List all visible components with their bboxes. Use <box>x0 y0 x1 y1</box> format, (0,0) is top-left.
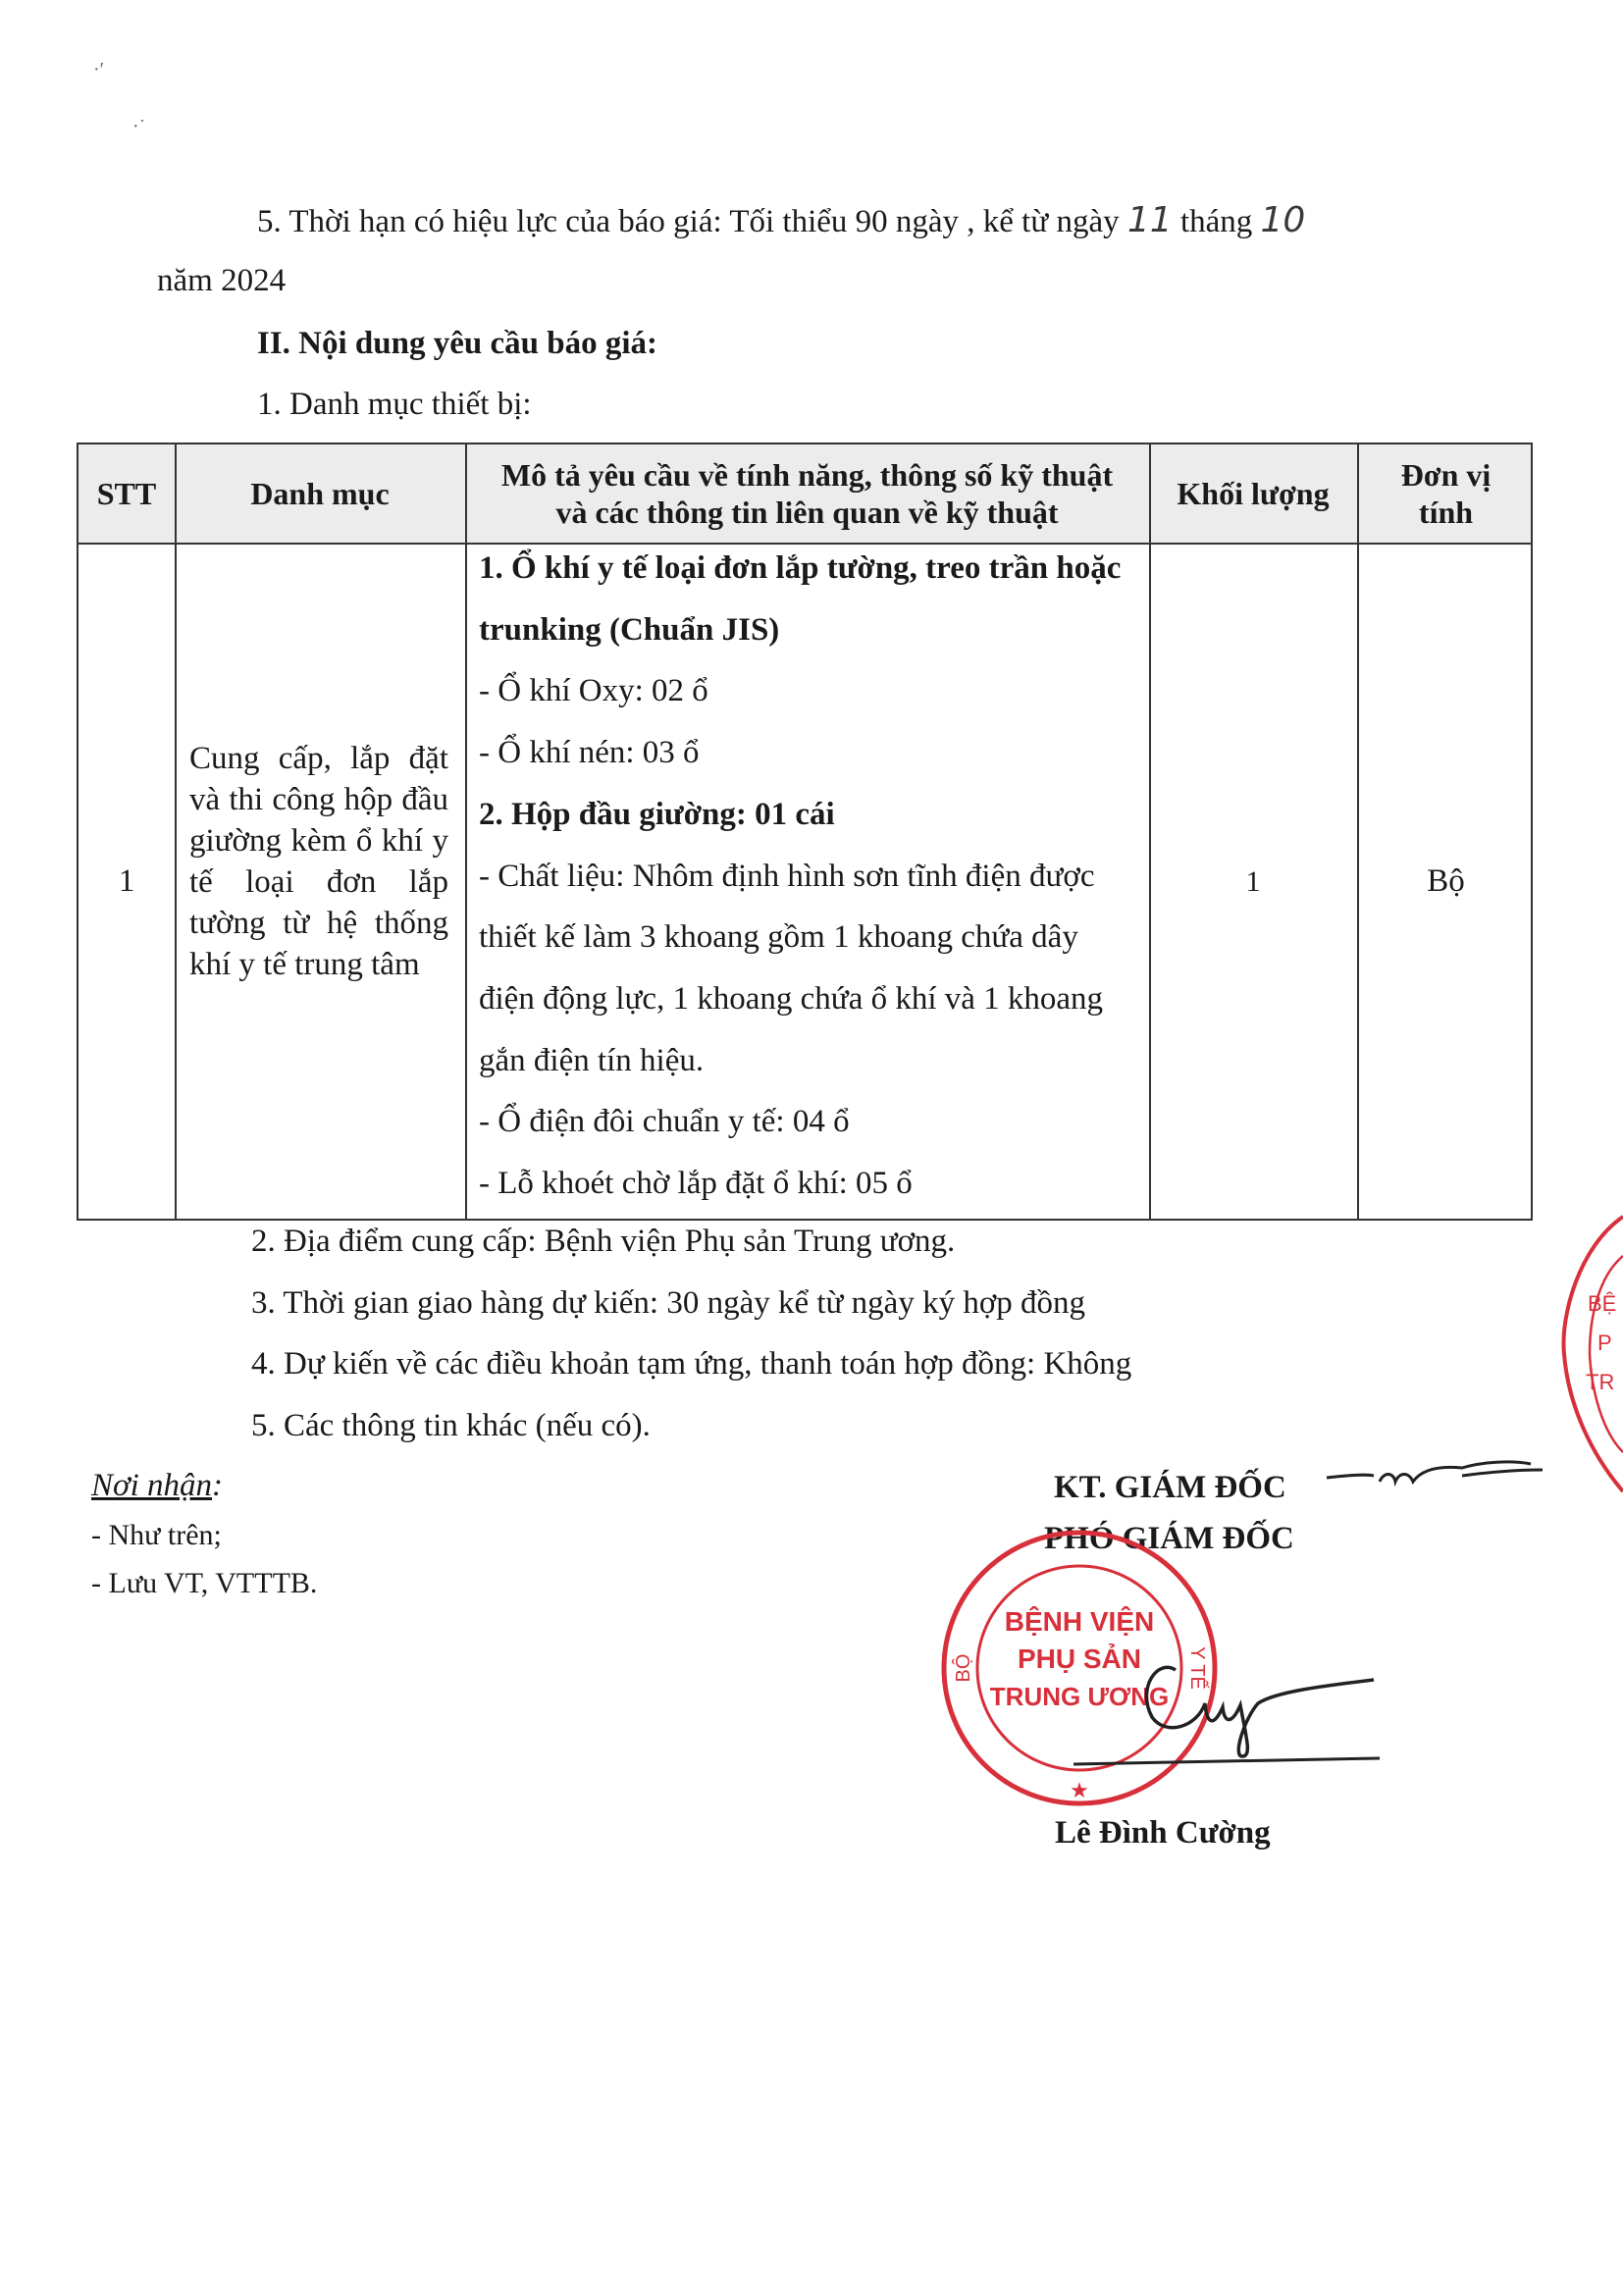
header-stt: STT <box>96 476 157 511</box>
handwritten-month: 10 <box>1260 200 1306 240</box>
table-divider <box>465 444 467 1219</box>
header-don-vi-line1: Đơn vị <box>1400 457 1492 493</box>
desc-title-bedhead-box: 2. Hộp đầu giường: 01 cái <box>479 796 835 832</box>
month-label: tháng <box>1179 204 1253 239</box>
recipients-title <box>91 1468 223 1504</box>
signature-title-2: PHÓ GIÁM ĐỐC <box>1044 1521 1294 1556</box>
cell-khoi-luong: 1 <box>1245 864 1261 898</box>
initials-signature <box>1315 1433 1550 1511</box>
scan-mark: ·˙ <box>132 116 146 137</box>
desc-item: - Lỗ khoét chờ lắp đặt ổ khí: 05 ổ <box>479 1166 913 1202</box>
seal-star: ★ <box>1070 1778 1089 1802</box>
seal-side-right: Y TẾ <box>1186 1646 1208 1690</box>
subsection-title: 1. Danh mục thiết bị: <box>257 387 532 422</box>
header-don-vi <box>1357 444 1535 543</box>
signature-title-1: KT. GIÁM ĐỐC <box>1054 1470 1286 1505</box>
recipient-line: - Lưu VT, VTTTB. <box>91 1567 318 1599</box>
edge-seal <box>1560 1207 1623 1501</box>
edge-seal-text-1: BỆ <box>1588 1291 1617 1316</box>
desc-item: - Chất liệu: Nhôm định hình sơn tĩnh điện được thiết kế làm 3 khoang gồm 1 khoang chứa dây điện động lực, 1 khoang chứa ổ khí và 1 khoang gắn điện tín hiệu. <box>479 858 1104 1078</box>
item-payment-terms: 4. Dự kiến về các điều khoản tạm ứng, thanh toán hợp đồng: Không <box>251 1346 1132 1382</box>
seal-side-left: BỘ <box>953 1653 974 1683</box>
recipients-title-text: Nơi nhận <box>91 1468 213 1503</box>
signer-name: Lê Đình Cường <box>1055 1815 1271 1851</box>
desc-item: - Ổ điện đôi chuẩn y tế: 04 ổ <box>479 1104 850 1140</box>
handwritten-day: 11 <box>1126 200 1173 240</box>
cell-stt: 1 <box>118 863 135 899</box>
cell-danh-muc: Cung cấp, lắp đặt và thi công hộp đầu giường kèm ổ khí y tế loại đơn lắp tường từ hệ thống khí y tế trung tâm <box>189 741 448 982</box>
item-delivery-time: 3. Thời gian giao hàng dự kiến: 30 ngày kể từ ngày ký hợp đồng <box>251 1285 1086 1321</box>
table-divider <box>175 444 177 1219</box>
director-signature <box>1128 1609 1384 1766</box>
recipients-title-colon: : <box>212 1468 224 1503</box>
header-mo-ta-line1: Mô tả yêu cầu về tính năng, thông số kỹ thuật <box>500 457 1114 493</box>
section-title: II. Nội dung yêu cầu báo giá: <box>257 326 658 361</box>
recipient-line: - Như trên; <box>91 1519 222 1551</box>
header-danh-muc: Danh mục <box>250 476 390 511</box>
edge-seal-text-3: TR <box>1586 1370 1615 1394</box>
header-khoi-luong: Khối lượng <box>1177 476 1330 511</box>
validity-year: năm 2024 <box>157 263 287 298</box>
header-mo-ta-line2: và các thông tin liên quan về kỹ thuật <box>555 495 1059 530</box>
edge-seal-text-2: P <box>1597 1331 1612 1355</box>
validity-line <box>257 200 1305 240</box>
desc-item: - Ổ khí nén: 03 ổ <box>479 735 700 771</box>
item-other-info: 5. Các thông tin khác (nếu có). <box>251 1408 651 1443</box>
cell-description <box>479 538 1126 1215</box>
header-don-vi-line2: tính <box>1418 495 1474 530</box>
seal-line-3: TRUNG ƯƠNG <box>989 1682 1170 1711</box>
desc-item: - Ổ khí Oxy: 02 ổ <box>479 673 708 709</box>
item-location: 2. Địa điểm cung cấp: Bệnh viện Phụ sản Trung ương. <box>251 1224 956 1259</box>
desc-title-gas-outlet: 1. Ổ khí y tế loại đơn lắp tường, treo trần hoặc trunking (Chuẩn JIS) <box>479 550 1122 648</box>
signature-underline <box>1070 1752 1384 1782</box>
seal-line-1: BỆNH VIỆN <box>1004 1606 1155 1637</box>
header-mo-ta <box>465 444 1149 543</box>
seal-line-2: PHỤ SẢN <box>1017 1644 1142 1674</box>
validity-text: 5. Thời hạn có hiệu lực của báo giá: Tối thiểu 90 ngày , kể từ ngày <box>257 204 1120 239</box>
cell-don-vi: Bộ <box>1427 863 1465 899</box>
scan-mark: ·′ <box>93 59 105 80</box>
